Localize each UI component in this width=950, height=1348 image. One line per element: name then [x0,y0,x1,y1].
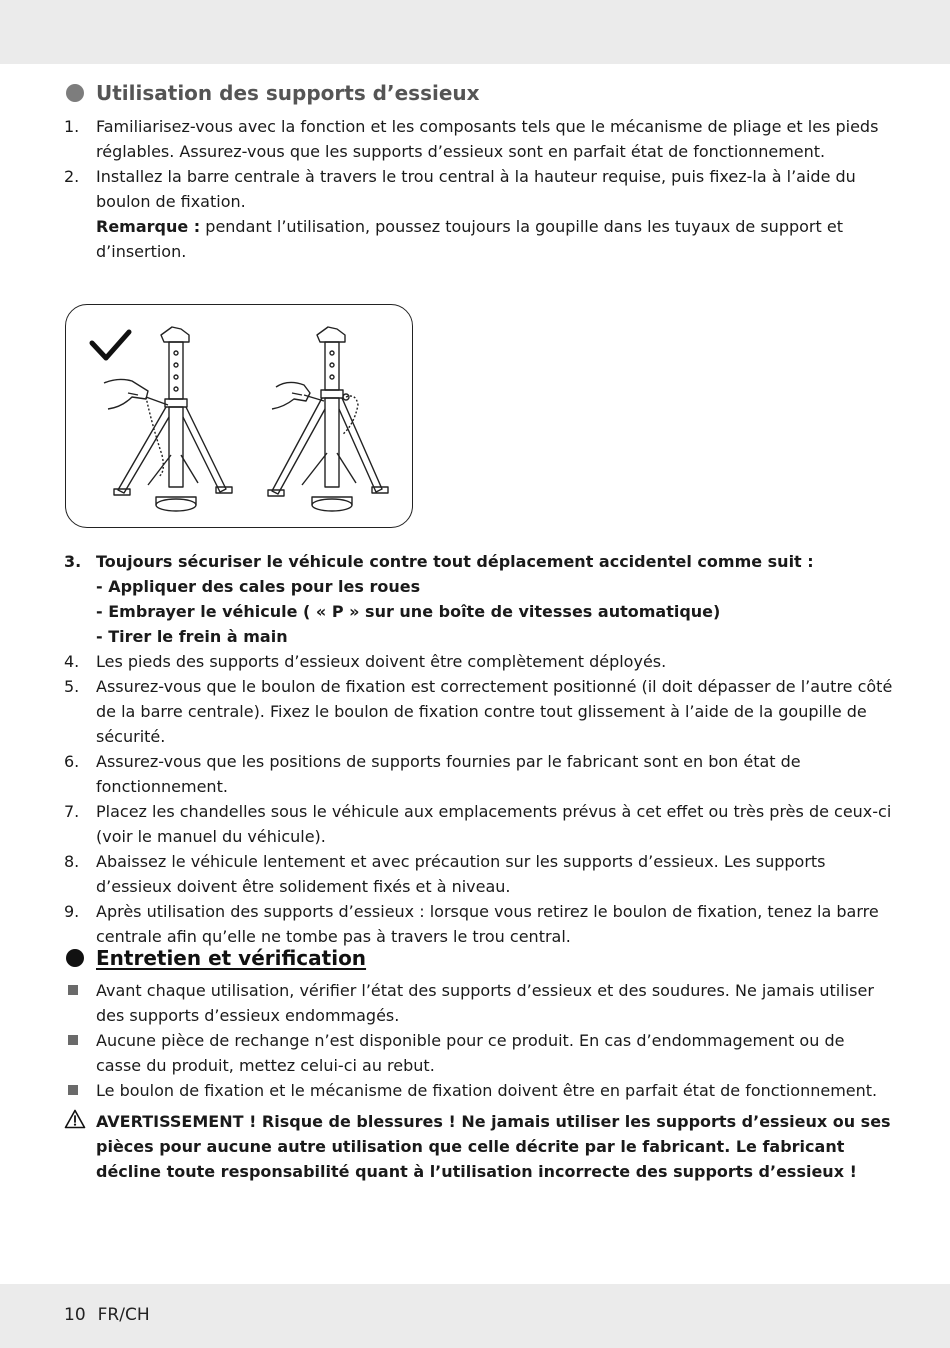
page-footer [64,1305,150,1325]
section-title: Entretien et vérification [96,946,367,970]
list-item: 7. Placez les chandelles sous le véhicule aux emplacements prévus à cet effet ou très près de ceux-ci (voir le manuel du véhicule). [64,802,892,846]
list-item: Avant chaque utilisation, vérifier l’état des supports d’essieux et des soudures. Ne jamais utiliser des supports d’essieux endommagés. [64,978,894,1028]
bullet-dot-icon [66,949,84,967]
square-bullet-icon [68,1035,78,1045]
axle-stand-figure [65,304,413,528]
stand-left-icon [104,327,232,511]
maintenance-list [64,978,894,1103]
header-band [0,0,950,64]
list-item: 2. Installez la barre centrale à travers le trou central à la hauteur requise, puis fixez-la à l’aide du boulon de fixation. Remarque : pendant l’utilisation, poussez toujours la goupille dans les tuyaux de support et d’insertion. [64,167,856,261]
section-heading-usage [66,80,480,106]
list-item: Aucune pièce de rechange n’est disponible pour ce produit. En cas d’endommagement ou de casse du produit, mettez celui-ci au rebut. [64,1028,894,1078]
warning-block [64,1109,894,1184]
axle-stand-illustration [66,305,414,529]
section-title: Utilisation des supports d’essieux [96,81,480,105]
square-bullet-icon [68,985,78,995]
warning-text: AVERTISSEMENT ! Risque de blessures ! Ne jamais utiliser les supports d’essieux ou ses pièces pour aucune autre utilisation que celle décrite par le fabricant. Le fabricant décline toute responsabilité quant à l’utilisation incorrecte des supports d’essieux ! [96,1112,891,1181]
usage-steps-list-continued [64,549,894,949]
section-heading-maintenance [66,945,366,971]
list-item: 5. Assurez-vous que le boulon de fixation est correctement positionné (il doit dépasser de l’autre côté de la barre centrale). Fixez le boulon de fixation contre tout glissement à l’aide de la goupille de sécurité. [64,677,893,746]
language-code: FR/CH [97,1305,150,1325]
warning-triangle-icon [64,1109,86,1129]
list-item: 6. Assurez-vous que les positions de supports fournies par le fabricant sont en bon état de fonctionnement. [64,752,801,796]
list-item: Le boulon de fixation et le mécanisme de fixation doivent être en parfait état de fonctionnement. [64,1078,894,1103]
stand-right-icon [268,327,388,511]
page-number: 10 [64,1305,86,1325]
list-item: 1. Familiarisez-vous avec la fonction et les composants tels que le mécanisme de pliage et les pieds réglables. Assurez-vous que les supports d’essieux sont en parfait état de fonctionnement. [64,117,879,161]
list-item: 3. Toujours sécuriser le véhicule contre tout déplacement accidentel comme suit : - Appliquer des cales pour les roues - Embrayer le véhicule ( « P » sur une boîte de vitesses automatique) - Tirer le frein à main [64,552,814,646]
check-icon [92,332,129,358]
bullet-dot-icon [66,84,84,102]
note-text: pendant l’utilisation, poussez toujours la goupille dans les tuyaux de support et d’insertion. [96,217,843,261]
list-item: 8. Abaissez le véhicule lentement et avec précaution sur les supports d’essieux. Les supports d’essieux doivent être solidement fixés et à niveau. [64,852,826,896]
list-item: 4. Les pieds des supports d’essieux doivent être complètement déployés. [64,652,667,671]
note-label: Remarque : [96,217,201,236]
list-item: 9. Après utilisation des supports d’essieux : lorsque vous retirez le boulon de fixation, tenez la barre centrale afin qu’elle ne tombe pas à travers le trou central. [64,902,879,946]
usage-steps-list [64,114,894,264]
square-bullet-icon [68,1085,78,1095]
